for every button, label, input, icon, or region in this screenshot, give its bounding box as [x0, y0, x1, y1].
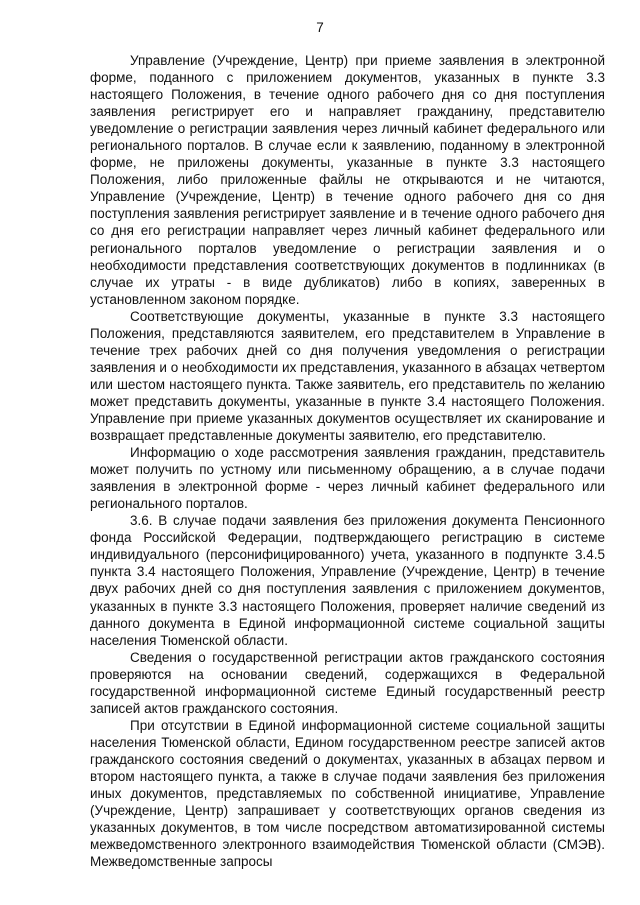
paragraph: При отсутствии в Единой информационной системе социальной защиты населения Тюменской области, Едином государственном реестре записей актов гражданского состояния сведений о документах, указанных в абзацах первом и втором настоящего пункта, а также в случае подачи заявления без приложения иных документов, представляемых по собственной инициативе, Управление (Учреждение, Центр) запрашивает у соответствующих органов сведения из указанных документов, в том числе посредством автоматизированной системы межведомственного электронного взаимодействия Тюменской области (СМЭВ). Межведомственные запросы — [90, 717, 605, 870]
document-body — [90, 52, 605, 870]
paragraph: Управление (Учреждение, Центр) при приеме заявления в электронной форме, поданного с приложением документов, указанных в пункте 3.3 настоящего Положения, в течение одного рабочего дня со дня поступления заявления регистрирует его и направляет гражданину, представителю уведомление о регистрации заявления через личный кабинет федерального или регионального порталов. В случае если к заявлению, поданному в электронной форме, не приложены документы, указанные в пункте 3.3 настоящего Положения, либо приложенные файлы не открываются и не читаются, Управление (Учреждение, Центр) в течение одного рабочего дня со дня поступления заявления регистрирует заявление и в течение одного рабочего дня со дня его регистрации направляет через личный кабинет федерального или регионального порталов уведомление о регистрации заявления и о необходимости представления соответствующих документов в подлинниках (в случае их утраты - в виде дубликатов) либо в копиях, заверенных в установленном законом порядке. — [90, 53, 605, 307]
paragraph: Информацию о ходе рассмотрения заявления гражданин, представитель может получить по устному или письменному обращению, а в случае подачи заявления в электронной форме - через личный кабинет федерального или регионального порталов. — [90, 445, 605, 512]
page-number: 7 — [316, 20, 324, 35]
paragraph: 3.6. В случае подачи заявления без приложения документа Пенсионного фонда Российской Федерации, подтверждающего регистрацию в системе индивидуального (персонифицированного) учета, указанного в подпункте 3.4.5 пункта 3.4 настоящего Положения, Управление (Учреждение, Центр) в течение двух рабочих дней со дня поступления заявления с приложением документов, указанных в пункте 3.3 настоящего Положения, проверяет наличие сведений из данного документа в Единой информационной системе социальной защиты населения Тюменской области. — [90, 513, 605, 648]
paragraph: Сведения о государственной регистрации актов гражданского состояния проверяются на основании сведений, содержащихся в Федеральной государственной информационной системе Единый государственный реестр записей актов гражданского состояния. — [90, 649, 605, 716]
paragraph: Соответствующие документы, указанные в пункте 3.3 настоящего Положения, представляются заявителем, его представителем в Управление в течение трех рабочих дней со дня получения уведомления о регистрации заявления и о необходимости их представления, указанного в абзацах четвертом или шестом настоящего пункта. Также заявитель, его представитель по желанию может представить документы, указанные в пункте 3.4 настоящего Положения. Управление при приеме указанных документов осуществляет их сканирование и возвращает представленные документы заявителю, его представителю. — [90, 308, 605, 444]
